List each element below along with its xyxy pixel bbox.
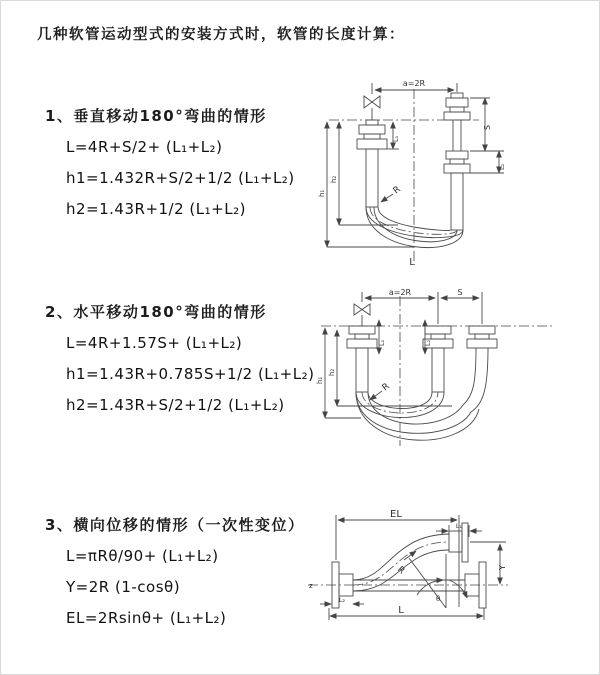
formula-h1: h1=1.43R+0.785S+1/2 (L₁+L₂): [66, 365, 315, 383]
centerline-mark: z: [309, 582, 313, 590]
formula-h2: h2=1.43R+1/2 (L₁+L₂): [66, 200, 246, 218]
u-bend-hose: [366, 207, 463, 248]
s-curve-hose: [353, 534, 449, 591]
valve-icon: [354, 304, 370, 315]
dim-label-radius: R: [380, 381, 392, 394]
section-2-heading: 2、水平移动180°弯曲的情形: [45, 303, 267, 321]
right-braided-hose: [451, 173, 463, 230]
section-lateral-offset: [45, 514, 304, 634]
diagram-lateral-offset: [296, 504, 596, 656]
left-pipe-fitting: [347, 326, 377, 348]
section-3-heading: 3、横向位移的情形（一次性变位）: [45, 516, 305, 534]
straight-pipe: [353, 580, 465, 591]
valve-icon: [364, 96, 380, 108]
dim-label-h2: h₂: [328, 368, 336, 376]
dim-label-h1: h₁: [318, 189, 326, 197]
section-3-formulas: [45, 541, 304, 634]
dim-label-radius: R: [391, 184, 403, 197]
dim-label-s: S: [457, 288, 463, 297]
dim-label-el: EL: [390, 509, 402, 520]
dim-label-l1: L₁: [392, 135, 400, 142]
diagram-vertical-u-bend-svg: [313, 75, 595, 267]
section-vertical-bend: [45, 105, 295, 225]
dim-label-l1: L₁: [378, 339, 386, 346]
dim-label-l1: L₁: [455, 522, 463, 530]
dim-label-length: L: [409, 257, 415, 267]
dim-label-l2: L₂: [498, 163, 506, 170]
radius-leader: [370, 391, 382, 400]
formula-length: L=4R+S/2+ (L₁+L₂): [66, 138, 223, 156]
radius-leader: [381, 194, 393, 202]
dim-label-radius: R: [394, 564, 407, 577]
dim-label-length: L: [398, 605, 404, 616]
right-pipe-fitting: [467, 326, 497, 348]
dim-label-l2: L₂: [338, 596, 346, 604]
left-braided-hose: [356, 348, 368, 392]
diagram-horizontal-u-bend: [313, 284, 595, 452]
right-pipe-fitting: [444, 93, 470, 173]
section-1-heading: 1、垂直移动180°弯曲的情形: [45, 107, 267, 125]
dim-label-y: Y: [498, 565, 507, 570]
dim-label-span: a=2R: [388, 288, 412, 297]
formula-y: Y=2R (1-cosθ): [66, 578, 181, 596]
formula-length: L=πRθ/90+ (L₁+L₂): [66, 547, 219, 565]
dim-label-h2: h₂: [330, 175, 338, 183]
formula-el: EL=2Rsinθ+ (L₁+L₂): [66, 609, 227, 627]
angle-label-theta: θ: [436, 595, 441, 603]
page-title: 几种软管运动型式的安装方式时，软管的长度计算：: [37, 27, 405, 43]
dim-label-l2: L₂: [424, 339, 432, 346]
left-braided-hose: [366, 149, 378, 207]
dim-label-span: a=2R: [402, 79, 426, 88]
formula-h1: h1=1.432R+S/2+1/2 (L₁+L₂): [66, 169, 295, 187]
left-pipe-fitting: [357, 120, 387, 149]
diagram-lateral-offset-svg: [296, 504, 596, 656]
formula-h2: h2=1.43R+S/2+1/2 (L₁+L₂): [66, 396, 285, 414]
section-1-formulas: [45, 132, 295, 225]
diagram-horizontal-u-bend-svg: [313, 284, 595, 452]
section-2-formulas: [45, 328, 314, 421]
formula-length: L=4R+1.57S+ (L₁+L₂): [66, 334, 243, 352]
dim-label-s: S: [483, 124, 492, 130]
u-bend-hose: [356, 348, 488, 440]
diagram-vertical-u-bend: [313, 75, 595, 267]
middle-braided-hose: [432, 348, 444, 392]
dim-label-h1: h₁: [316, 376, 324, 384]
section-horizontal-bend: [45, 301, 314, 421]
